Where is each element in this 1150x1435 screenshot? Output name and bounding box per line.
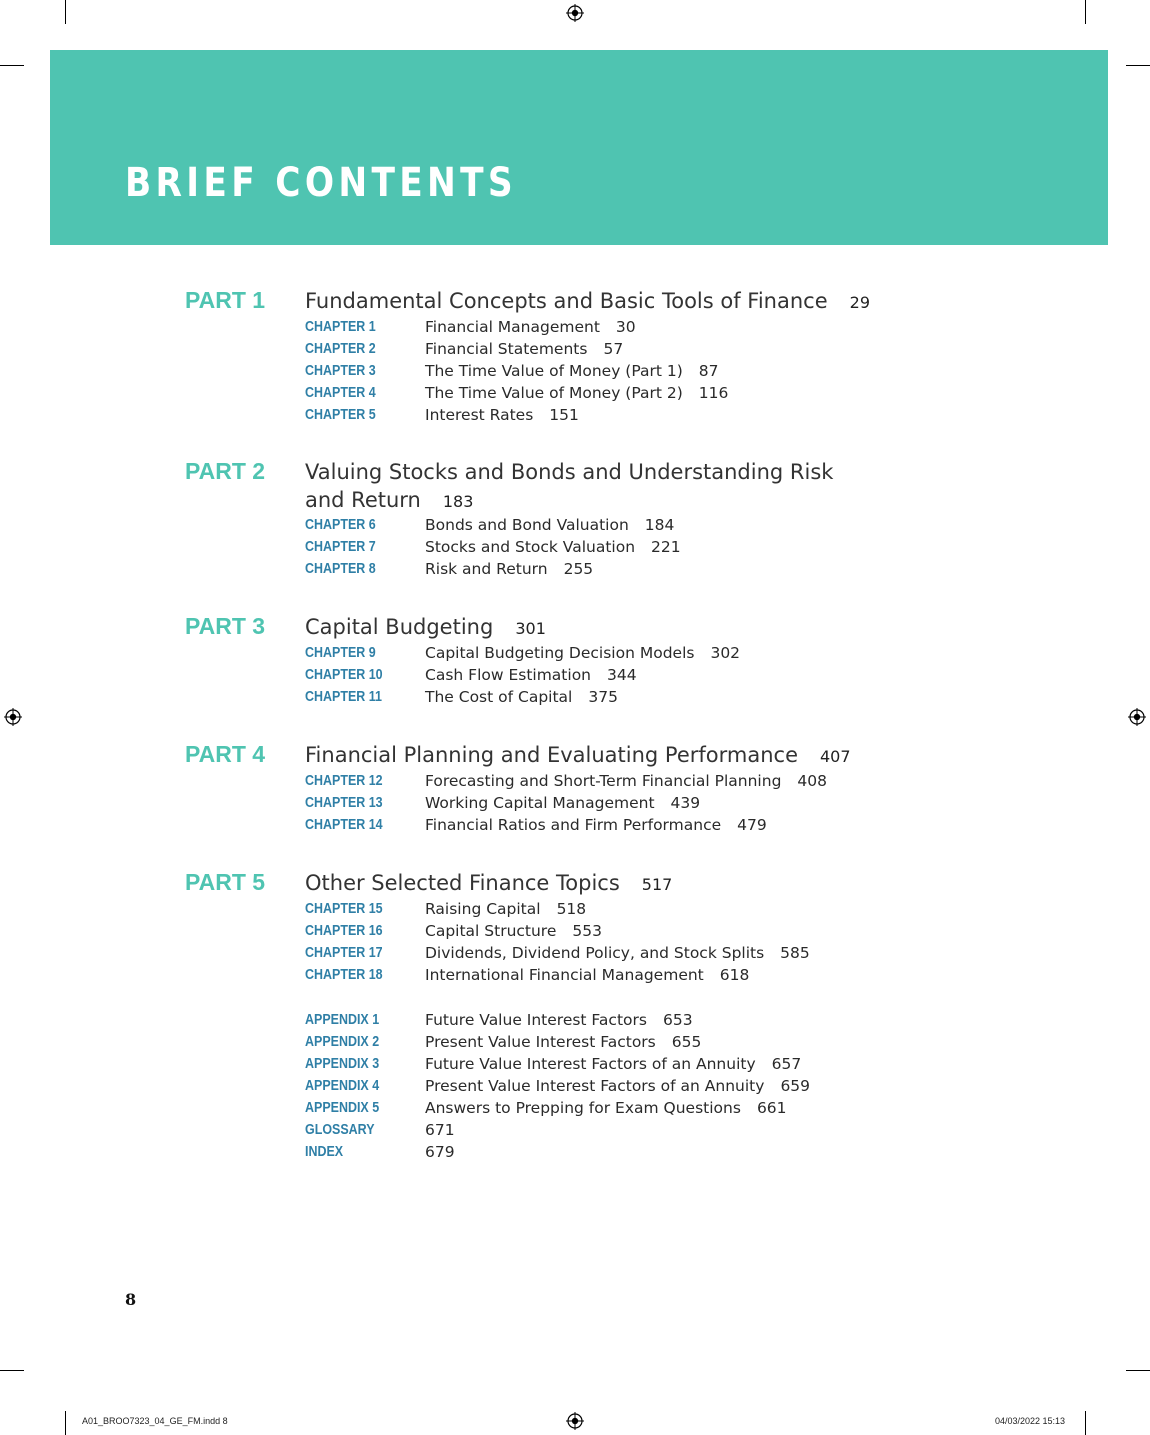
crop-mark-icon xyxy=(0,65,24,66)
chapter-title: Financial Statements xyxy=(425,340,588,358)
chapter-page-number: 57 xyxy=(603,340,624,358)
crop-mark-icon xyxy=(65,0,66,24)
appendix-label: APPENDIX 4 xyxy=(305,1078,380,1094)
part-heading[interactable] xyxy=(305,869,875,899)
chapter-label: CHAPTER 10 xyxy=(305,667,383,683)
index-label: INDEX xyxy=(305,1144,344,1160)
appendix-title: Future Value Interest Factors xyxy=(425,1011,647,1029)
part-label: PART 1 xyxy=(185,287,266,313)
registration-mark-icon xyxy=(566,1412,584,1430)
chapter-label: CHAPTER 14 xyxy=(305,817,383,833)
chapter-title: The Time Value of Money (Part 2) xyxy=(425,384,683,402)
part-label: PART 3 xyxy=(185,613,266,639)
appendix-label: APPENDIX 1 xyxy=(305,1012,380,1028)
chapter-page-number: 518 xyxy=(556,900,587,918)
crop-mark-icon xyxy=(1126,65,1150,66)
slug-date: 04/03/2022 15:13 xyxy=(995,1416,1066,1426)
chapter-title: Financial Ratios and Firm Performance xyxy=(425,816,722,834)
part-label: PART 4 xyxy=(185,741,266,767)
chapter-page-number: 585 xyxy=(780,944,810,962)
chapter-page-number: 255 xyxy=(563,560,594,578)
chapter-title: The Cost of Capital xyxy=(425,688,573,706)
part-title: Capital Budgeting xyxy=(305,615,494,639)
part-title: Valuing Stocks and Bonds and Understanding Risk and Return xyxy=(305,460,834,512)
registration-mark-icon xyxy=(1128,708,1146,726)
chapter-label: CHAPTER 18 xyxy=(305,967,383,983)
chapter-title: Cash Flow Estimation xyxy=(425,666,591,684)
chapter-label: CHAPTER 9 xyxy=(305,645,376,661)
slug-filename: A01_BROO7323_04_GE_FM.indd 8 xyxy=(82,1416,228,1426)
chapter-page-number: 408 xyxy=(797,772,827,790)
chapter-title: International Financial Management xyxy=(425,966,704,984)
chapter-title: Bonds and Bond Valuation xyxy=(425,516,629,534)
chapter-title: The Time Value of Money (Part 1) xyxy=(425,362,683,380)
chapter-label: CHAPTER 7 xyxy=(305,539,376,555)
registration-mark-icon xyxy=(566,4,584,22)
chapter-page-number: 221 xyxy=(651,538,681,556)
chapter-page-number: 87 xyxy=(698,362,719,380)
appendix-title: Future Value Interest Factors of an Annuity xyxy=(425,1055,756,1073)
chapter-title: Forecasting and Short-Term Financial Planning xyxy=(425,772,782,790)
chapter-label: CHAPTER 1 xyxy=(305,319,376,335)
chapter-label: CHAPTER 15 xyxy=(305,901,383,917)
crop-mark-icon xyxy=(1085,1411,1086,1435)
part-page-number: 29 xyxy=(849,293,870,312)
chapter-title: Dividends, Dividend Policy, and Stock Splits xyxy=(425,944,765,962)
appendix-label: APPENDIX 5 xyxy=(305,1100,380,1116)
appendix-page-number: 657 xyxy=(771,1055,802,1073)
chapter-title: Capital Budgeting Decision Models xyxy=(425,644,695,662)
chapter-page-number: 553 xyxy=(572,922,602,940)
part-heading[interactable] xyxy=(305,741,925,771)
appendix-title: Present Value Interest Factors of an Annuity xyxy=(425,1077,765,1095)
chapter-title: Working Capital Management xyxy=(425,794,655,812)
chapter-page-number: 375 xyxy=(588,688,618,706)
chapter-page-number: 302 xyxy=(710,644,741,662)
part-heading[interactable] xyxy=(305,287,875,317)
page-title: BRIEF CONTENTS xyxy=(125,160,517,206)
part-page-number: 407 xyxy=(820,747,851,766)
crop-mark-icon xyxy=(1085,0,1086,24)
appendix-page-number: 661 xyxy=(756,1099,787,1117)
chapter-label: CHAPTER 6 xyxy=(305,517,376,533)
appendix-page-number: 659 xyxy=(780,1077,811,1095)
part-label: PART 2 xyxy=(185,458,266,484)
appendix-label: APPENDIX 2 xyxy=(305,1034,380,1050)
page-number: 8 xyxy=(125,1290,137,1309)
chapter-label: CHAPTER 5 xyxy=(305,407,376,423)
part-title: Other Selected Finance Topics xyxy=(305,871,620,895)
chapter-label: CHAPTER 8 xyxy=(305,561,376,577)
crop-mark-icon xyxy=(65,1411,66,1435)
chapter-title: Financial Management xyxy=(425,318,600,336)
part-page-number: 517 xyxy=(641,875,673,894)
registration-mark-icon xyxy=(4,708,22,726)
chapter-page-number: 344 xyxy=(607,666,637,684)
chapter-page-number: 151 xyxy=(549,406,579,424)
part-page-number: 301 xyxy=(515,619,546,638)
chapter-label: CHAPTER 11 xyxy=(305,689,382,705)
chapter-label: CHAPTER 17 xyxy=(305,945,383,961)
chapter-label: CHAPTER 13 xyxy=(305,795,383,811)
part-heading[interactable] xyxy=(305,613,875,643)
crop-mark-icon xyxy=(1126,1370,1150,1371)
chapter-page-number: 184 xyxy=(644,516,675,534)
chapter-label: CHAPTER 16 xyxy=(305,923,383,939)
glossary-page-number: 671 xyxy=(425,1121,455,1139)
appendix-label: APPENDIX 3 xyxy=(305,1056,380,1072)
chapter-title: Risk and Return xyxy=(425,560,548,578)
chapter-label: CHAPTER 4 xyxy=(305,385,376,401)
chapter-label: CHAPTER 12 xyxy=(305,773,383,789)
chapter-page-number: 479 xyxy=(737,816,767,834)
part-title: Financial Planning and Evaluating Performance xyxy=(305,743,798,767)
part-page-number: 183 xyxy=(442,492,474,511)
chapter-title: Raising Capital xyxy=(425,900,541,918)
index-page-number: 679 xyxy=(425,1143,455,1161)
chapter-title: Interest Rates xyxy=(425,406,534,424)
part-title: Fundamental Concepts and Basic Tools of Finance xyxy=(305,289,828,313)
part-heading[interactable] xyxy=(305,458,875,516)
chapter-page-number: 439 xyxy=(670,794,701,812)
chapter-page-number: 30 xyxy=(615,318,636,336)
appendix-page-number: 655 xyxy=(671,1033,702,1051)
appendix-title: Present Value Interest Factors xyxy=(425,1033,656,1051)
chapter-title: Stocks and Stock Valuation xyxy=(425,538,636,556)
crop-mark-icon xyxy=(0,1370,24,1371)
chapter-page-number: 116 xyxy=(698,384,729,402)
glossary-label: GLOSSARY xyxy=(305,1122,375,1138)
chapter-page-number: 618 xyxy=(719,966,750,984)
appendix-page-number: 653 xyxy=(662,1011,693,1029)
title-banner xyxy=(50,50,1108,245)
appendix-title: Answers to Prepping for Exam Questions xyxy=(425,1099,741,1117)
chapter-title: Capital Structure xyxy=(425,922,557,940)
chapter-label: CHAPTER 3 xyxy=(305,363,376,379)
chapter-label: CHAPTER 2 xyxy=(305,341,376,357)
part-label: PART 5 xyxy=(185,869,266,895)
